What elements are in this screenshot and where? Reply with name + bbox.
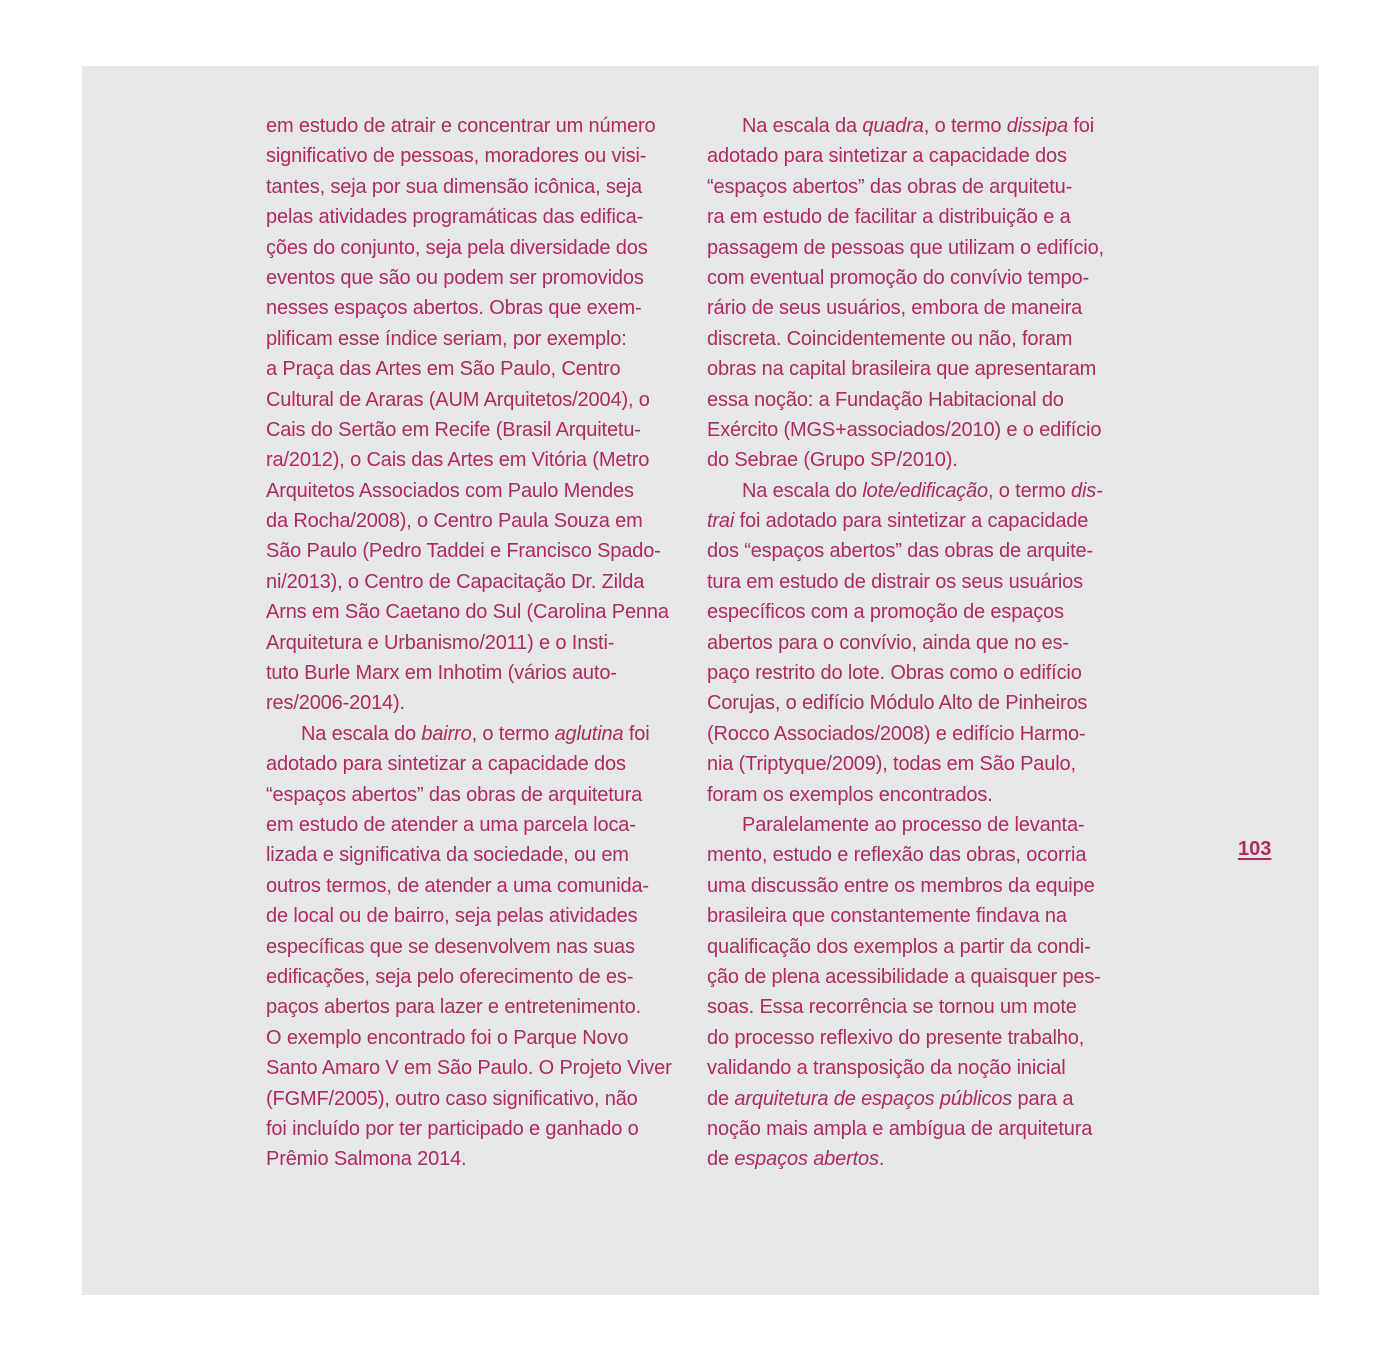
text-line — [707, 719, 1125, 749]
text-line — [707, 476, 1125, 506]
text-run: São Paulo (Pedro Taddei e Francisco Spado- — [266, 540, 661, 563]
italic-term: espaços abertos — [734, 1148, 879, 1171]
text-line — [266, 172, 684, 202]
text-run: da Rocha/2008), o Centro Paula Souza em — [266, 510, 643, 533]
text-line — [266, 385, 684, 415]
text-run: , o termo — [471, 722, 555, 745]
text-run: nia (Triptyque/2009), todas em São Paulo, — [707, 753, 1076, 776]
text-line — [707, 293, 1125, 323]
text-run: em estudo de atender a uma parcela loca- — [266, 813, 636, 836]
text-run: foi — [1067, 115, 1095, 137]
text-run: dos “espaços abertos” das obras de arquite- — [707, 540, 1093, 563]
text-line — [266, 293, 684, 323]
italic-term: lote/edificação — [862, 479, 988, 502]
text-run: validando a transposição da noção inicial — [707, 1057, 1066, 1080]
text-line — [266, 628, 684, 658]
text-line — [266, 202, 684, 232]
text-run: foram os exemplos encontrados. — [707, 783, 993, 806]
text-run: tantes, seja por sua dimensão icônica, seja — [266, 175, 642, 198]
text-run: Cais do Sertão em Recife (Brasil Arquitetu- — [266, 418, 641, 441]
text-run: Corujas, o edifício Módulo Alto de Pinheiros — [707, 692, 1088, 715]
text-run: Arns em São Caetano do Sul (Carolina Penna — [266, 601, 669, 624]
text-run: tuto Burle Marx em Inhotim (vários auto- — [266, 662, 617, 685]
text-run: ra/2012), o Cais das Artes em Vitória (Metro — [266, 449, 650, 472]
text-line — [266, 111, 684, 141]
text-run: adotado para sintetizar a capacidade dos — [266, 753, 626, 776]
text-run: significativo de pessoas, moradores ou visi- — [266, 145, 647, 168]
text-line — [707, 840, 1125, 870]
text-run: . — [878, 1148, 885, 1171]
text-line — [266, 1114, 684, 1144]
text-run: outros termos, de atender a uma comunida- — [266, 874, 649, 897]
text-line — [707, 536, 1125, 566]
text-run: uma discussão entre os membros da equipe — [707, 874, 1095, 897]
text-line — [266, 962, 684, 992]
text-run: de — [707, 1087, 735, 1110]
text-line — [707, 628, 1125, 658]
text-line — [707, 415, 1125, 445]
text-run: noção mais ampla e ambígua de arquitetura — [707, 1117, 1093, 1140]
text-run: nesses espaços abertos. Obras que exem- — [266, 297, 642, 320]
text-line — [266, 871, 684, 901]
text-line — [707, 1084, 1125, 1114]
text-run: Na escala do — [301, 722, 422, 745]
text-line — [707, 324, 1125, 354]
italic-term: dis- — [1070, 479, 1103, 502]
text-line — [266, 506, 684, 536]
text-line — [707, 1023, 1125, 1053]
text-line — [266, 840, 684, 870]
text-run: foi incluído por ter participado e ganhado o — [266, 1117, 639, 1140]
text-run: qualificação dos exemplos a partir da condi- — [707, 935, 1091, 958]
text-line — [707, 810, 1125, 840]
text-line — [266, 141, 684, 171]
text-run: Cultural de Araras (AUM Arquitetos/2004), o — [266, 388, 650, 411]
text-line — [266, 780, 684, 810]
text-run: eventos que são ou podem ser promovidos — [266, 266, 644, 289]
text-run: brasileira que constantemente findava na — [707, 905, 1067, 928]
text-run: do Sebrae (Grupo SP/2010). — [707, 449, 958, 472]
text-line — [266, 263, 684, 293]
text-line — [707, 172, 1125, 202]
text-line — [266, 749, 684, 779]
text-line — [707, 780, 1125, 810]
text-line — [707, 658, 1125, 688]
text-run: ção de plena acessibilidade a quaisquer pes- — [707, 965, 1101, 988]
text-line — [266, 810, 684, 840]
text-line — [707, 871, 1125, 901]
text-run: foi — [623, 722, 650, 745]
text-run: (FGMF/2005), outro caso significativo, não — [266, 1087, 638, 1110]
text-run: ra em estudo de facilitar a distribuição e a — [707, 206, 1071, 229]
text-line — [266, 719, 684, 749]
text-column-right — [707, 111, 1125, 1175]
text-line — [266, 567, 684, 597]
text-line — [266, 1144, 684, 1174]
text-run: do processo reflexivo do presente trabalho, — [707, 1026, 1085, 1049]
text-line — [707, 233, 1125, 263]
text-run: plificam esse índice seriam, por exemplo: — [266, 327, 627, 350]
text-run: “espaços abertos” das obras de arquitetura — [266, 783, 643, 806]
italic-term: dissipa — [1006, 115, 1068, 137]
text-line — [266, 932, 684, 962]
text-line — [266, 354, 684, 384]
text-run: Paralelamente ao processo de levanta- — [742, 813, 1085, 836]
text-run: ni/2013), o Centro de Capacitação Dr. Zilda — [266, 570, 645, 593]
text-line — [266, 901, 684, 931]
text-line — [266, 1053, 684, 1083]
text-run: discreta. Coincidentemente ou não, foram — [707, 327, 1073, 350]
text-run: res/2006-2014). — [266, 692, 405, 715]
text-run: Na escala da — [742, 115, 863, 137]
text-line — [266, 688, 684, 718]
text-run: Na escala do — [742, 479, 863, 502]
italic-term: arquitetura de espaços públicos — [734, 1087, 1013, 1110]
text-run: foi adotado para sintetizar a capacidade — [734, 510, 1089, 533]
text-line — [707, 1144, 1125, 1174]
text-line — [266, 597, 684, 627]
text-run: tura em estudo de distrair os seus usuários — [707, 570, 1083, 593]
text-line — [707, 749, 1125, 779]
text-run: mento, estudo e reflexão das obras, ocorria — [707, 844, 1087, 867]
text-run: de local ou de bairro, seja pelas atividades — [266, 905, 638, 928]
text-line — [707, 567, 1125, 597]
text-run: , o termo — [923, 115, 1007, 137]
text-run: específicas que se desenvolvem nas suas — [266, 935, 635, 958]
text-run: (Rocco Associados/2008) e edifício Harmo- — [707, 722, 1086, 745]
text-line — [266, 415, 684, 445]
text-line — [707, 597, 1125, 627]
text-run: Arquitetos Associados com Paulo Mendes — [266, 479, 634, 502]
text-run: ções do conjunto, seja pela diversidade dos — [266, 236, 648, 259]
text-line — [266, 445, 684, 475]
text-run: essa noção: a Fundação Habitacional do — [707, 388, 1064, 411]
text-run: abertos para o convívio, ainda que no es- — [707, 631, 1069, 654]
text-run: “espaços abertos” das obras de arquitetu- — [707, 175, 1073, 198]
text-line — [707, 1053, 1125, 1083]
text-run: Prêmio Salmona 2014. — [266, 1148, 467, 1171]
text-run: Exército (MGS+associados/2010) e o edifício — [707, 418, 1102, 441]
text-run: adotado para sintetizar a capacidade dos — [707, 145, 1067, 168]
text-line — [707, 141, 1125, 171]
text-run: Arquitetura e Urbanismo/2011) e o Insti- — [266, 631, 615, 654]
text-run: específicos com a promoção de espaços — [707, 601, 1064, 624]
text-column-left — [266, 111, 684, 1175]
text-line — [707, 111, 1125, 141]
text-line — [266, 658, 684, 688]
text-run: de — [707, 1148, 735, 1171]
text-line — [266, 324, 684, 354]
text-run: pelas atividades programáticas das edifica- — [266, 206, 644, 229]
text-line — [707, 932, 1125, 962]
text-run: Santo Amaro V em São Paulo. O Projeto Viver — [266, 1057, 672, 1080]
italic-term: trai — [707, 510, 735, 533]
text-line — [266, 536, 684, 566]
text-line — [707, 901, 1125, 931]
text-line — [707, 962, 1125, 992]
text-line — [707, 992, 1125, 1022]
text-run: edificações, seja pelo oferecimento de es- — [266, 965, 634, 988]
text-line — [266, 992, 684, 1022]
text-run: lizada e significativa da sociedade, ou em — [266, 844, 629, 867]
text-run: , o termo — [987, 479, 1071, 502]
text-run: para a — [1012, 1087, 1074, 1110]
text-run: a Praça das Artes em São Paulo, Centro — [266, 358, 621, 381]
text-line — [707, 1114, 1125, 1144]
text-line — [707, 263, 1125, 293]
text-run: soas. Essa recorrência se tornou um mote — [707, 996, 1077, 1019]
text-run: em estudo de atrair e concentrar um número — [266, 115, 656, 137]
text-line — [707, 354, 1125, 384]
text-run: passagem de pessoas que utilizam o edifício, — [707, 236, 1104, 259]
italic-term: quadra — [862, 115, 924, 137]
text-run: obras na capital brasileira que apresentaram — [707, 358, 1097, 381]
text-run: paço restrito do lote. Obras como o edifício — [707, 662, 1082, 685]
text-line — [707, 688, 1125, 718]
text-line — [707, 202, 1125, 232]
italic-term: aglutina — [554, 722, 624, 745]
page-number: 103 — [1238, 838, 1272, 860]
text-run: rário de seus usuários, embora de maneira — [707, 297, 1083, 320]
text-line — [266, 1023, 684, 1053]
text-line — [707, 445, 1125, 475]
text-run: paços abertos para lazer e entretenimento. — [266, 996, 642, 1019]
text-line — [266, 476, 684, 506]
text-line — [266, 233, 684, 263]
text-line — [707, 506, 1125, 536]
text-line — [266, 1084, 684, 1114]
text-run: O exemplo encontrado foi o Parque Novo — [266, 1026, 629, 1049]
text-run: com eventual promoção do convívio tempo- — [707, 266, 1089, 289]
text-line — [707, 385, 1125, 415]
italic-term: bairro — [421, 722, 472, 745]
